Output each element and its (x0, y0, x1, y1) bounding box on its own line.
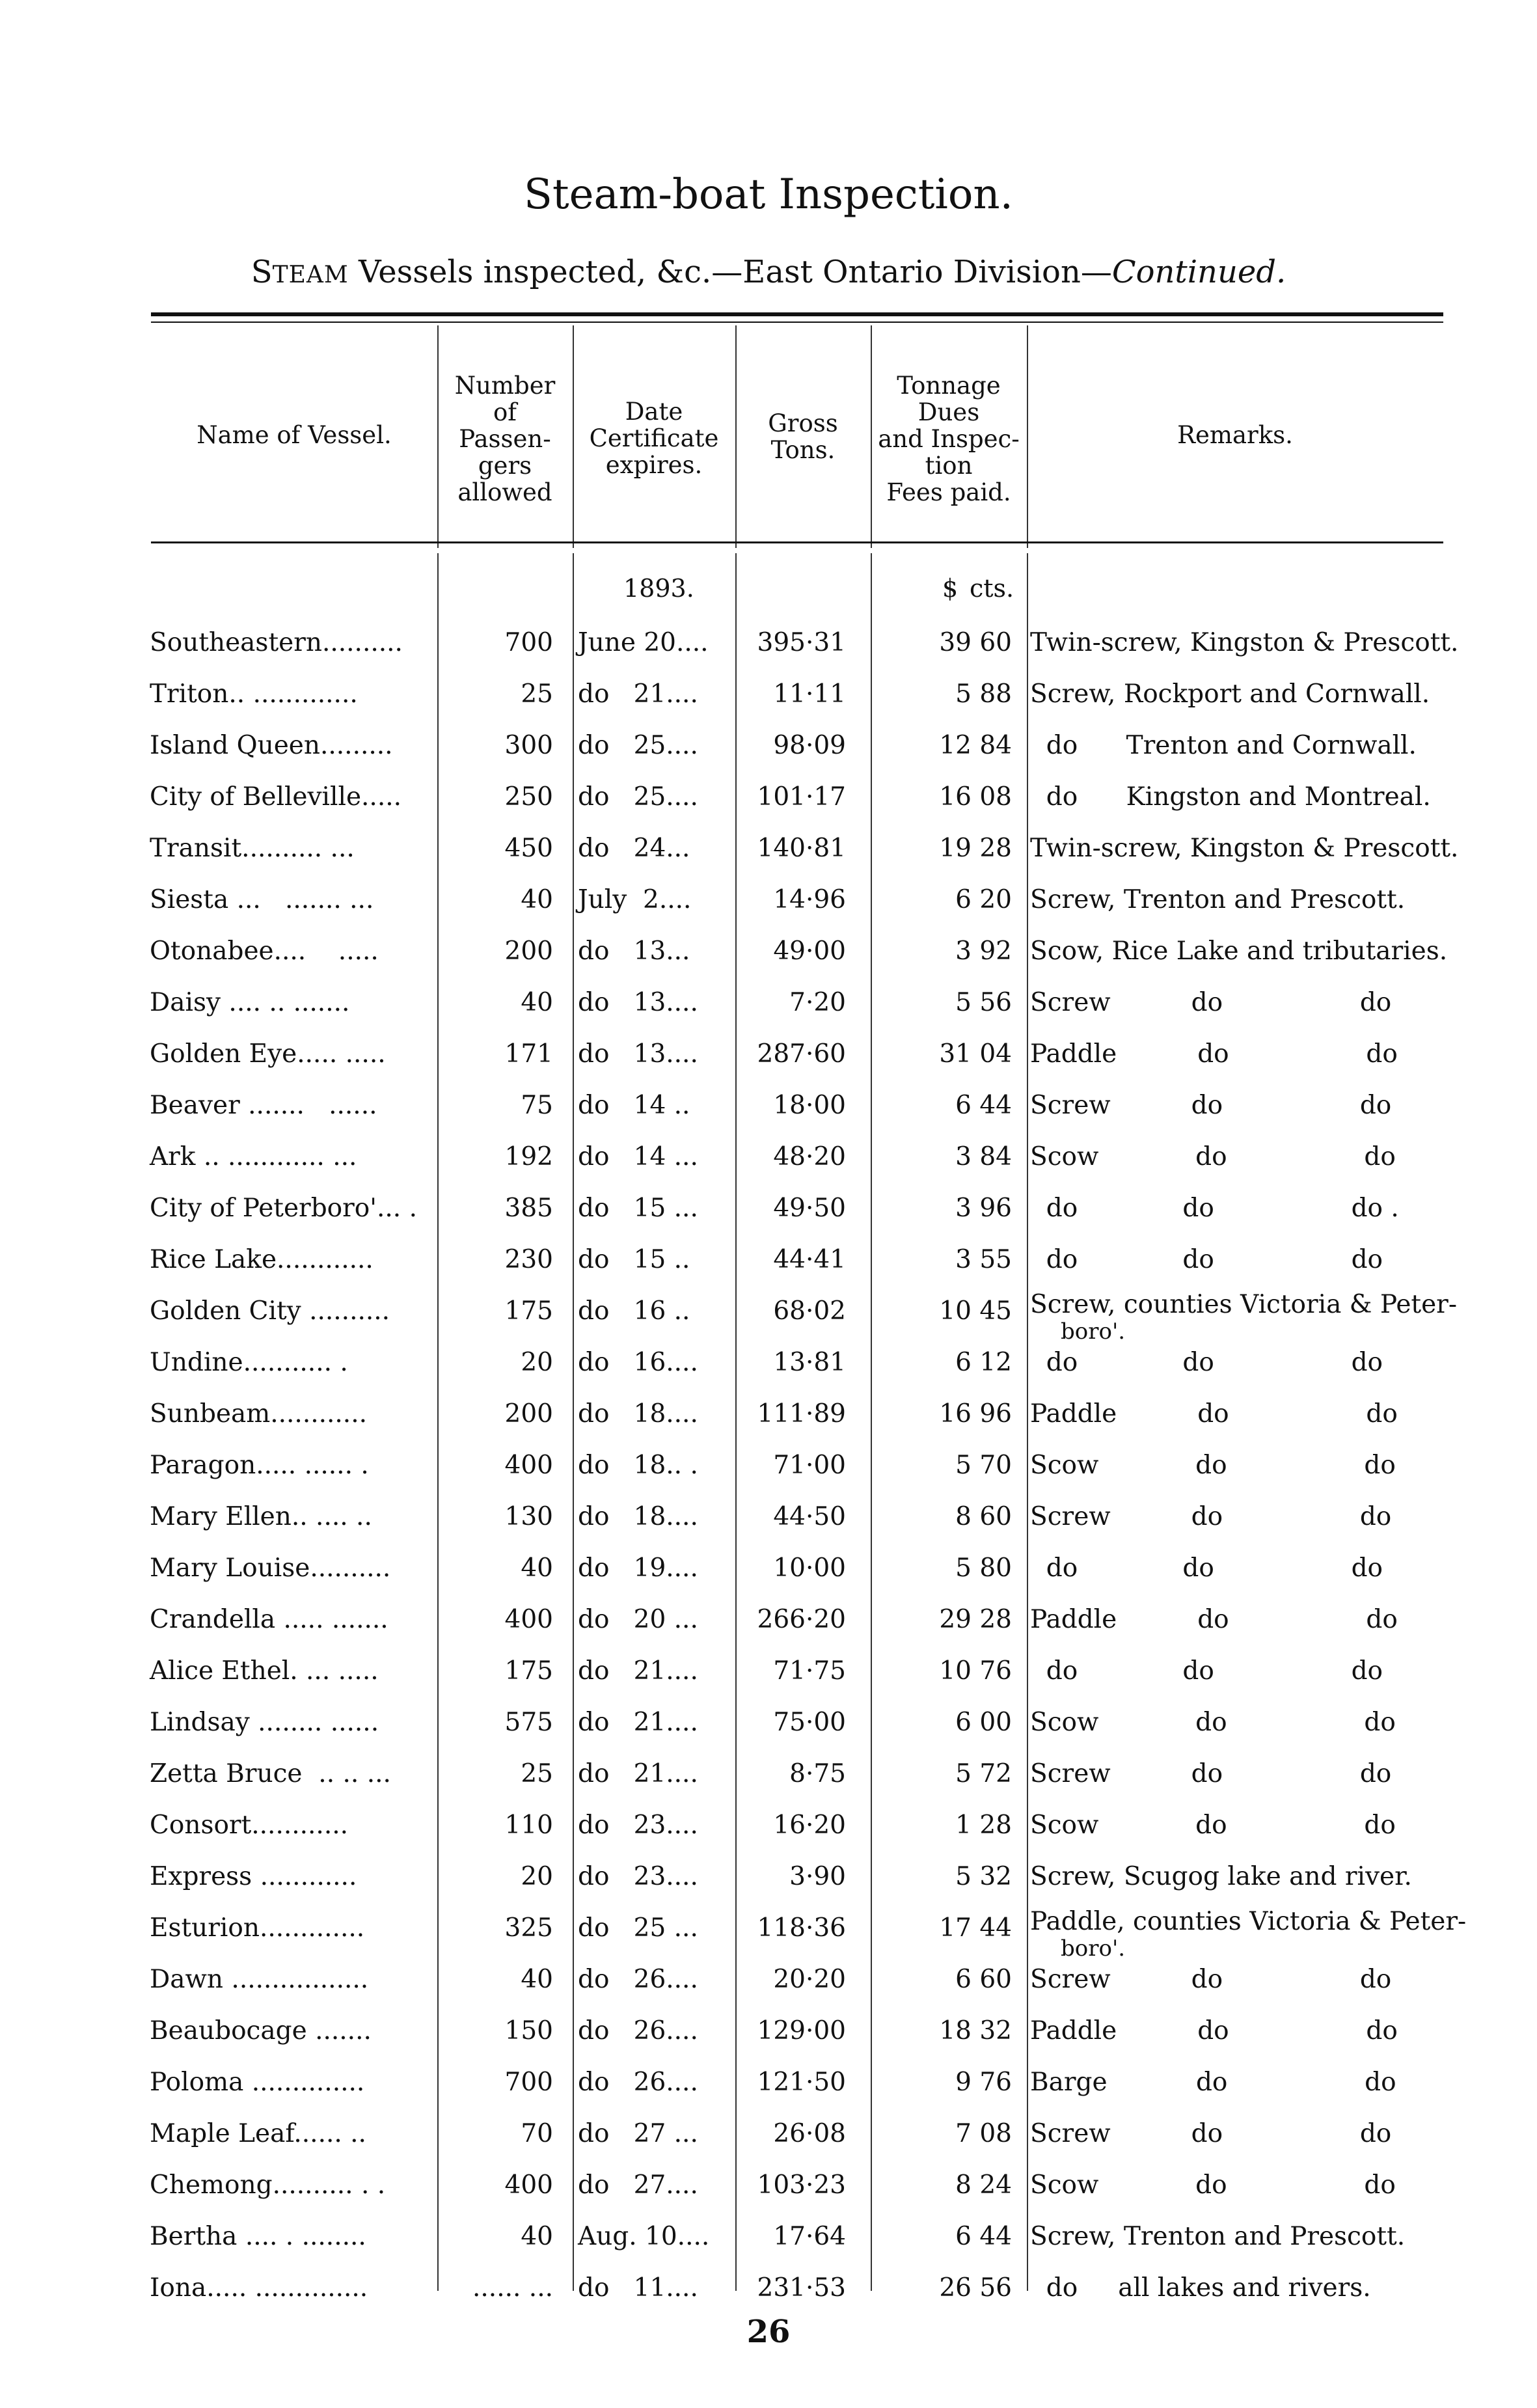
date-cell: June 20.... (578, 628, 709, 657)
passengers-cell: 450 (504, 834, 553, 863)
remarks-cell: do Trenton and Cornwall. (1030, 731, 1417, 760)
fees-cell: 7 08 (955, 2119, 1012, 2148)
remarks-continuation-cell: boro'. (1061, 1319, 1126, 1345)
fees-cell: 19 28 (939, 834, 1012, 863)
gross-tons-cell: 68·02 (773, 1296, 846, 1326)
vessel-name-cell: Siesta ... ....... ... (150, 885, 374, 914)
remarks-cell: Screw do do (1030, 1759, 1392, 1788)
table-row (0, 2119, 1537, 2158)
fees-cell: 6 12 (955, 1348, 1012, 1377)
gross-tons-cell: 18·00 (773, 1091, 846, 1120)
date-cell: do 14 .. (578, 1091, 690, 1120)
table-row (0, 1091, 1537, 1130)
date-cell: do 23.... (578, 1862, 698, 1891)
date-cell: do 11.... (578, 2273, 698, 2303)
vessel-name-cell: Dawn ................. (150, 1965, 369, 1994)
gross-tons-cell: 231·53 (757, 2273, 846, 2303)
subtitle-prefix-first: S (251, 254, 273, 290)
table-row (0, 937, 1537, 976)
top-rule-thin (151, 322, 1443, 323)
fees-cell: 6 20 (955, 885, 1012, 914)
vessel-name-cell: Esturion............. (150, 1913, 365, 1943)
date-cell: do 20 ... (578, 1605, 698, 1634)
fees-cell: 10 76 (939, 1656, 1012, 1686)
passengers-cell: 40 (521, 1965, 553, 1994)
table-row (0, 1759, 1537, 1798)
vessel-name-cell: Daisy .... .. ....... (150, 988, 350, 1017)
table-row (0, 885, 1537, 924)
date-cell: do 23.... (578, 1811, 698, 1840)
vessel-name-cell: Island Queen......... (150, 731, 393, 760)
gross-tons-cell: 3·90 (789, 1862, 846, 1891)
date-cell: do 21.... (578, 1656, 698, 1686)
vessel-name-cell: Crandella ..... ....... (150, 1605, 388, 1634)
remarks-cell: do all lakes and rivers. (1030, 2273, 1371, 2303)
vessel-name-cell: Beaver ....... ...... (150, 1091, 377, 1120)
gross-tons-cell: 103·23 (757, 2170, 846, 2200)
vessel-name-cell: Triton.. ............. (150, 679, 358, 709)
vessel-name-cell: Beaubocage ....... (150, 2016, 372, 2045)
fees-cell: 5 32 (955, 1862, 1012, 1891)
fees-cell: 3 55 (955, 1245, 1012, 1274)
remarks-cell: Screw do do (1030, 1502, 1392, 1531)
passengers-cell: 70 (521, 2119, 553, 2148)
fees-cell: 39 60 (939, 628, 1012, 657)
passengers-cell: 40 (521, 1553, 553, 1583)
date-cell: Aug. 10.... (578, 2222, 710, 2251)
page-title: Steam-boat Inspection. (524, 171, 1013, 219)
header-remarks: Remarks. (1177, 421, 1293, 449)
subtitle-text: Vessels inspected, &c.—East Ontario Division— (348, 254, 1112, 290)
passengers-cell: 300 (504, 731, 553, 760)
fees-cell: 3 84 (955, 1142, 1012, 1171)
vessel-name-cell: Bertha .... . ........ (150, 2222, 366, 2251)
passengers-cell: 200 (504, 1399, 553, 1429)
remarks-cell: do do do (1030, 1348, 1383, 1377)
passengers-cell: 175 (504, 1296, 553, 1326)
fees-cell: 3 96 (955, 1194, 1012, 1223)
date-cell: do 25 ... (578, 1913, 698, 1943)
remarks-cell: Screw do do (1030, 2119, 1392, 2148)
date-cell: do 15 .. (578, 1245, 690, 1274)
fees-cell: 5 70 (955, 1451, 1012, 1480)
header-rule (151, 541, 1443, 543)
gross-tons-cell: 49·00 (773, 937, 846, 966)
passengers-cell: 25 (521, 1759, 553, 1788)
fees-cell: 31 04 (939, 1039, 1012, 1069)
vessel-name-cell: Consort............ (150, 1811, 349, 1840)
date-cell: do 26.... (578, 2068, 698, 2097)
date-cell: do 24... (578, 834, 690, 863)
passengers-cell: 75 (521, 1091, 553, 1120)
gross-tons-cell: 111·89 (757, 1399, 846, 1429)
vessel-name-cell: Lindsay ........ ...... (150, 1708, 379, 1737)
gross-tons-cell: 17·64 (773, 2222, 846, 2251)
date-cell: do 26.... (578, 1965, 698, 1994)
passengers-cell: 175 (504, 1656, 553, 1686)
table-row (0, 731, 1537, 770)
passengers-cell: 700 (504, 2068, 553, 2097)
header-date-certificate: Date Certificate expires. (589, 398, 719, 479)
unit-dollars: $ (942, 574, 959, 603)
table-row (0, 2016, 1537, 2055)
remarks-cell: do do do (1030, 1656, 1383, 1686)
table-row (0, 1290, 1537, 1345)
page-subtitle (0, 254, 1537, 290)
subtitle-prefix-rest: TEAM (272, 262, 349, 288)
vessel-name-cell: Iona..... .............. (150, 2273, 368, 2303)
remarks-cell: Paddle do do (1030, 1399, 1398, 1429)
remarks-cell: Scow do do (1030, 1708, 1396, 1737)
gross-tons-cell: 16·20 (773, 1811, 846, 1840)
remarks-cell: do do do (1030, 1245, 1383, 1274)
fees-cell: 5 88 (955, 679, 1012, 709)
vessel-name-cell: Ark .. ............ ... (150, 1142, 357, 1171)
passengers-cell: 325 (504, 1913, 553, 1943)
fees-cell: 17 44 (939, 1913, 1012, 1943)
table-row (0, 1708, 1537, 1747)
gross-tons-cell: 14·96 (773, 885, 846, 914)
gross-tons-cell: 395·31 (757, 628, 846, 657)
vessel-name-cell: Zetta Bruce .. .. ... (150, 1759, 391, 1788)
vessel-name-cell: Alice Ethel. ... ..... (150, 1656, 379, 1686)
passengers-cell: 150 (504, 2016, 553, 2045)
fees-cell: 6 60 (955, 1965, 1012, 1994)
passengers-cell: ...... ... (472, 2273, 553, 2303)
remarks-cell: do Kingston and Montreal. (1030, 782, 1431, 812)
gross-tons-cell: 11·11 (773, 679, 846, 709)
passengers-cell: 40 (521, 2222, 553, 2251)
date-cell: do 27 ... (578, 2119, 698, 2148)
passengers-cell: 40 (521, 885, 553, 914)
passengers-cell: 385 (504, 1194, 553, 1223)
date-cell: do 13.... (578, 1039, 698, 1069)
fees-cell: 12 84 (939, 731, 1012, 760)
fees-cell: 26 56 (939, 2273, 1012, 2303)
gross-tons-cell: 121·50 (757, 2068, 846, 2097)
remarks-cell: Paddle do do (1030, 1039, 1398, 1069)
gross-tons-cell: 10·00 (773, 1553, 846, 1583)
gross-tons-cell: 129·00 (757, 2016, 846, 2045)
remarks-cell: do do do (1030, 1553, 1383, 1583)
gross-tons-cell: 71·00 (773, 1451, 846, 1480)
remarks-cell: Paddle do do (1030, 2016, 1398, 2045)
table-row (0, 1907, 1537, 1962)
vessel-name-cell: Mary Ellen.. .... .. (150, 1502, 372, 1531)
date-cell: do 15 ... (578, 1194, 698, 1223)
remarks-cell: Paddle do do (1030, 1605, 1398, 1634)
date-cell: do 13.... (578, 988, 698, 1017)
fees-cell: 8 24 (955, 2170, 1012, 2200)
remarks-cell: Barge do do (1030, 2068, 1396, 2097)
date-cell: do 13... (578, 937, 690, 966)
remarks-cell: Screw, Rockport and Cornwall. (1030, 679, 1430, 709)
table-row (0, 628, 1537, 667)
gross-tons-cell: 20·20 (773, 1965, 846, 1994)
vessel-name-cell: City of Peterboro'... . (150, 1194, 417, 1223)
top-rule-thick (151, 312, 1443, 316)
remarks-cell: Scow do do (1030, 1811, 1396, 1840)
passengers-cell: 40 (521, 988, 553, 1017)
vessel-name-cell: Paragon..... ...... . (150, 1451, 369, 1480)
date-cell: do 21.... (578, 679, 698, 709)
date-cell: do 18.. . (578, 1451, 698, 1480)
passengers-cell: 20 (521, 1348, 553, 1377)
fees-cell: 1 28 (955, 1811, 1012, 1840)
table-row (0, 1965, 1537, 2004)
header-gross-tons: Gross Tons. (768, 409, 838, 464)
date-cell: do 21.... (578, 1708, 698, 1737)
vessel-name-cell: Otonabee.... ..... (150, 937, 379, 966)
gross-tons-cell: 98·09 (773, 731, 846, 760)
passengers-cell: 250 (504, 782, 553, 812)
gross-tons-cell: 26·08 (773, 2119, 846, 2148)
remarks-continuation-cell: boro'. (1061, 1936, 1126, 1962)
gross-tons-cell: 44·50 (773, 1502, 846, 1531)
header-passengers: Number of Passen- gers allowed (454, 372, 556, 506)
date-cell: do 25.... (578, 782, 698, 812)
table-row (0, 1399, 1537, 1438)
table-row (0, 1605, 1537, 1644)
gross-tons-cell: 44·41 (773, 1245, 846, 1274)
table-row (0, 1142, 1537, 1181)
fees-cell: 3 92 (955, 937, 1012, 966)
remarks-cell: Screw, Scugog lake and river. (1030, 1862, 1412, 1891)
remarks-cell: Paddle, counties Victoria & Peter- (1030, 1907, 1467, 1936)
date-cell: do 27.... (578, 2170, 698, 2200)
table-row (0, 1656, 1537, 1695)
passengers-cell: 25 (521, 679, 553, 709)
date-cell: do 16.... (578, 1348, 698, 1377)
date-cell: do 25.... (578, 731, 698, 760)
passengers-cell: 200 (504, 937, 553, 966)
vessel-name-cell: Undine........... . (150, 1348, 348, 1377)
table-row (0, 1811, 1537, 1850)
fees-cell: 16 96 (939, 1399, 1012, 1429)
table-row (0, 2170, 1537, 2210)
fees-cell: 9 76 (955, 2068, 1012, 2097)
table-row (0, 2068, 1537, 2107)
vessel-name-cell: Golden City .......... (150, 1296, 390, 1326)
table-row (0, 1451, 1537, 1490)
remarks-cell: do do do . (1030, 1194, 1399, 1223)
passengers-cell: 20 (521, 1862, 553, 1891)
table-row (0, 834, 1537, 873)
fees-cell: 18 32 (939, 2016, 1012, 2045)
passengers-cell: 192 (504, 1142, 553, 1171)
passengers-cell: 575 (504, 1708, 553, 1737)
gross-tons-cell: 48·20 (773, 1142, 846, 1171)
table-row (0, 1194, 1537, 1233)
table-row (0, 1553, 1537, 1593)
passengers-cell: 171 (504, 1039, 553, 1069)
gross-tons-cell: 101·17 (757, 782, 846, 812)
vessel-name-cell: Southeastern.......... (150, 628, 403, 657)
gross-tons-cell: 266·20 (757, 1605, 846, 1634)
gross-tons-cell: 8·75 (789, 1759, 846, 1788)
remarks-cell: Screw, Trenton and Prescott. (1030, 885, 1406, 914)
passengers-cell: 400 (504, 1451, 553, 1480)
table-row (0, 1862, 1537, 1901)
header-name-of-vessel: Name of Vessel. (197, 421, 392, 449)
vessel-name-cell: Chemong.......... . . (150, 2170, 386, 2200)
remarks-cell: Screw do do (1030, 1091, 1392, 1120)
date-cell: do 26.... (578, 2016, 698, 2045)
table-row (0, 2222, 1537, 2261)
passengers-cell: 230 (504, 1245, 553, 1274)
remarks-cell: Twin-screw, Kingston & Prescott. (1030, 628, 1459, 657)
table-row (0, 1502, 1537, 1541)
fees-cell: 6 44 (955, 1091, 1012, 1120)
gross-tons-cell: 118·36 (757, 1913, 846, 1943)
remarks-cell: Screw do do (1030, 988, 1392, 1017)
vessel-name-cell: Transit.......... ... (150, 834, 355, 863)
vessel-name-cell: Mary Louise.......... (150, 1553, 391, 1583)
fees-cell: 29 28 (939, 1605, 1012, 1634)
subtitle-continued: Continued. (1111, 254, 1286, 290)
remarks-cell: Scow do do (1030, 1451, 1396, 1480)
remarks-cell: Scow do do (1030, 2170, 1396, 2200)
fees-cell: 6 00 (955, 1708, 1012, 1737)
table-row (0, 2273, 1537, 2312)
gross-tons-cell: 7·20 (789, 988, 846, 1017)
vessel-name-cell: Golden Eye..... ..... (150, 1039, 386, 1069)
date-cell: do 18.... (578, 1399, 698, 1429)
remarks-cell: Screw, Trenton and Prescott. (1030, 2222, 1406, 2251)
unit-cents: cts. (970, 574, 1014, 603)
fees-cell: 5 80 (955, 1553, 1012, 1583)
date-cell: July 2.... (578, 885, 692, 914)
remarks-cell: Scow do do (1030, 1142, 1396, 1171)
fees-cell: 5 72 (955, 1759, 1012, 1788)
fees-cell: 10 45 (939, 1296, 1012, 1326)
gross-tons-cell: 287·60 (757, 1039, 846, 1069)
gross-tons-cell: 71·75 (773, 1656, 846, 1686)
date-cell: do 14 ... (578, 1142, 698, 1171)
vessel-name-cell: Maple Leaf...... .. (150, 2119, 366, 2148)
table-row (0, 679, 1537, 718)
fees-cell: 6 44 (955, 2222, 1012, 2251)
fees-cell: 16 08 (939, 782, 1012, 812)
date-cell: do 19.... (578, 1553, 698, 1583)
date-cell: do 16 .. (578, 1296, 690, 1326)
remarks-cell: Scow, Rice Lake and tributaries. (1030, 937, 1448, 966)
gross-tons-cell: 75·00 (773, 1708, 846, 1737)
table-row (0, 1245, 1537, 1284)
gross-tons-cell: 49·50 (773, 1194, 846, 1223)
fees-cell: 5 56 (955, 988, 1012, 1017)
passengers-cell: 400 (504, 2170, 553, 2200)
table-row (0, 988, 1537, 1027)
vessel-name-cell: Sunbeam............ (150, 1399, 367, 1429)
vessel-name-cell: Poloma .............. (150, 2068, 365, 2097)
date-cell: do 21.... (578, 1759, 698, 1788)
passengers-cell: 700 (504, 628, 553, 657)
remarks-cell: Screw, counties Victoria & Peter- (1030, 1290, 1457, 1319)
remarks-cell: Twin-screw, Kingston & Prescott. (1030, 834, 1459, 863)
passengers-cell: 130 (504, 1502, 553, 1531)
remarks-cell: Screw do do (1030, 1965, 1392, 1994)
table-row (0, 1348, 1537, 1387)
vessel-name-cell: Rice Lake............ (150, 1245, 374, 1274)
vessel-name-cell: City of Belleville..... (150, 782, 402, 812)
table-row (0, 782, 1537, 821)
header-tonnage-fees: Tonnage Dues and Inspec- tion Fees paid. (878, 372, 1020, 506)
unit-year: 1893. (623, 574, 694, 603)
passengers-cell: 400 (504, 1605, 553, 1634)
gross-tons-cell: 140·81 (757, 834, 846, 863)
table-row (0, 1039, 1537, 1078)
date-cell: do 18.... (578, 1502, 698, 1531)
page-number: 26 (746, 2314, 791, 2350)
fees-cell: 8 60 (955, 1502, 1012, 1531)
gross-tons-cell: 13·81 (773, 1348, 846, 1377)
vessel-name-cell: Express ............ (150, 1862, 357, 1891)
passengers-cell: 110 (504, 1811, 553, 1840)
